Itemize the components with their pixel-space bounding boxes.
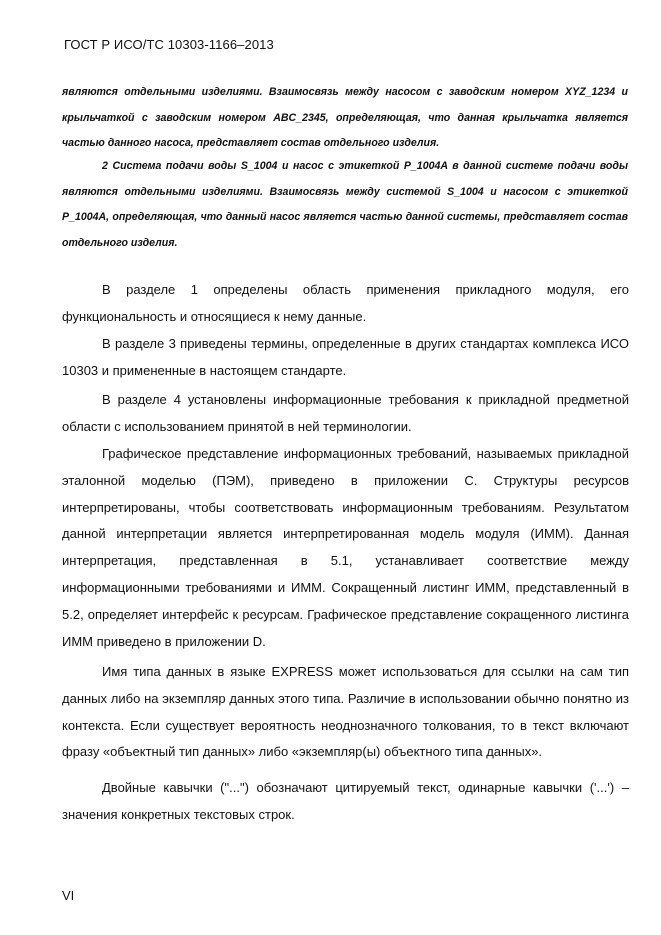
paragraph-graphical-representation: Графическое представление информационных требований, называемых прикладной эталонной моделью (ПЭМ), приведено в приложении С. Структуры ресурсов интерпретированы, чтобы соответствовать информационным требованиям. Результатом данной интерпретации является интерпретированная модель модуля (ИММ). Данная интерпретация, представленная в 5.1, устанавливает соответствие между информационными требованиями и ИММ. Сокращенный листинг ИММ, представленный в 5.2, определяет интерфейс к ресурсам. Графическое представление сокращенного листинга ИММ приведено в приложении D. bbox=[62, 446, 629, 649]
note-continuation: являются отдельными изделиями. Взаимосвязь между насосом с заводским номером XYZ_1234 и крыльчаткой с заводским номером ABC_2345, определяющая, что данная крыльчатка является частью данного насоса, представляет состав отдельного изделия. bbox=[62, 86, 628, 149]
paragraph-express-type-names: Имя типа данных в языке EXPRESS может использоваться для ссылки на сам тип данных либо на экземпляр данных этого типа. Различие в использовании обычно понятно из контекста. Если существует вероятность неоднозначного толкования, то в текст включают фразу «объектный тип данных» либо «экземпляр(ы) объектного типа данных». bbox=[62, 664, 629, 760]
paragraph-section3: В разделе 3 приведены термины, определенные в других стандартах комплекса ИСО 10303 и примененные в настоящем стандарте. bbox=[62, 336, 629, 378]
paragraph-section4: В разделе 4 установлены информационные требования к прикладной предметной области с использованием принятой в ней терминологии. bbox=[62, 392, 629, 434]
paragraph-section1: В разделе 1 определены область применения прикладного модуля, его функциональность и относящиеся к нему данные. bbox=[62, 282, 629, 324]
page-header: ГОСТ Р ИСО/ТС 10303-1166–2013 bbox=[64, 37, 274, 52]
paragraph-quotation-marks: Двойные кавычки ("...") обозначают цитируемый текст, одинарные кавычки ('...') – значения конкретных текстовых строк. bbox=[62, 780, 629, 822]
note-2-text: 2 Система подачи воды S_1004 и насос с этикеткой P_1004A в данной системе подачи воды являются отдельными изделиями. Взаимосвязь между системой S_1004 и насосом с этикеткой P_1004A, определяющая, что данный насос является частью данной системы, представляет состав отдельного изделия. bbox=[62, 160, 628, 249]
note-2 bbox=[62, 154, 628, 256]
page-number: VI bbox=[62, 888, 75, 903]
